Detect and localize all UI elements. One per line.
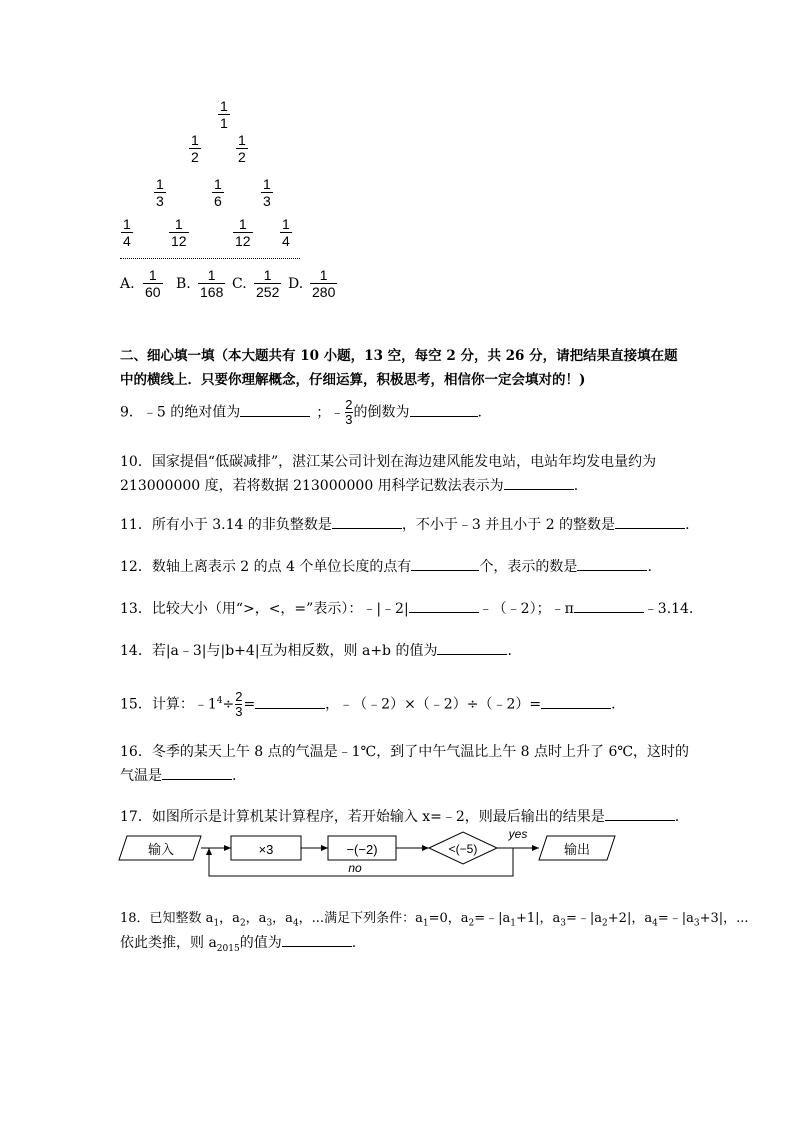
triangle-fraction: 1 3 <box>156 176 164 209</box>
answer-blank[interactable] <box>541 694 611 709</box>
flow-condition-label: <(−5) <box>448 842 478 856</box>
choice-c-label: C. <box>232 276 247 292</box>
answer-blank[interactable] <box>615 514 685 529</box>
question-12: 12．数轴上离表示 2 的点 4 个单位长度的点有 个，表示的数是 . <box>120 556 652 577</box>
question-18-line2: 依此类推，则 $a_{2015}$的值为 . <box>120 932 356 959</box>
question-14: 14．若|a﹣3|与|b+4|互为相反数，则 a+b 的值为 . <box>120 640 512 661</box>
answer-blank[interactable] <box>504 475 574 490</box>
answer-blank[interactable] <box>605 806 675 821</box>
answer-blank[interactable] <box>437 640 507 655</box>
section-heading-line1: 二、细心填一填（本大题共有 10 小题，13 空，每空 2 分，共 26 分，请把结果直接填在题 <box>120 348 678 364</box>
triangle-fraction: 1 2 <box>238 132 246 165</box>
answer-blank[interactable] <box>411 556 479 571</box>
flow-subtract-label: −(−2) <box>346 842 378 857</box>
triangle-fraction: 1 4 <box>123 216 131 249</box>
question-15: 15．计算：$﹣1^4\div$ $\frac{2}{3}$ = ，﹣（﹣2）×（﹣2）÷（﹣2）= . <box>120 689 616 719</box>
triangle-fraction: 1 3 <box>263 176 271 209</box>
triangle-fraction: 1 1 <box>220 98 228 131</box>
choice-b-label: B. <box>176 276 191 292</box>
choice-d-fraction: 1 280 <box>312 267 336 300</box>
inline-fraction: $\frac{2}{3}$ <box>345 397 353 427</box>
question-16-line1: 16．冬季的某天上午 8 点的气温是﹣1℃，到了中午气温比上午 8 点时上升了 6℃，这时的 <box>120 744 690 760</box>
choice-a-fraction: 1 60 <box>145 267 161 300</box>
question-11: 11．所有小于 3.14 的非负整数是 ，不小于﹣3 并且小于 2 的整数是 . <box>120 514 690 535</box>
flow-input-label: 输入 <box>147 842 175 857</box>
answer-blank[interactable] <box>409 598 479 613</box>
choice-b-fraction: 1 168 <box>200 267 224 300</box>
answer-blank[interactable] <box>282 932 352 947</box>
flow-no-label: no <box>348 861 362 875</box>
flow-yes-label: yes <box>508 827 528 841</box>
answer-blank[interactable] <box>240 402 310 417</box>
question-18-line1: 18．已知整数 $a_1$，$a_2$，$a_3$，$a_4$，...满足下列条件：$a_1=0$，$a_2=﹣|a_1+1|$，$a_3=﹣|a_2+2|$，$a_4=﹣|a_3+3|$，... <box>120 911 749 929</box>
answer-blank[interactable] <box>577 556 647 571</box>
question-13: 13．比较大小（用“>，<，=”表示）：﹣|﹣2| ﹣（﹣2）；﹣π ﹣3.14． <box>120 598 703 619</box>
answer-blank[interactable] <box>410 402 478 417</box>
triangle-fraction: 1 6 <box>214 176 222 209</box>
section-heading-line2: 中的横线上．只要你理解概念，仔细运算，积极思考，相信你一定会填对的！) <box>120 372 586 388</box>
flow-multiply-label: ×3 <box>258 842 274 857</box>
choice-c-fraction: 1 252 <box>256 267 280 300</box>
question-9: 9．﹣5 的绝对值为 ；﹣ $\frac{2}{3}$ 的倒数为 . <box>120 397 482 427</box>
answer-blank[interactable] <box>574 598 644 613</box>
question-16-line2: 气温是 . <box>120 765 236 786</box>
inline-fraction: $\frac{2}{3}$ <box>235 689 243 719</box>
triangle-fraction: 1 12 <box>171 216 187 249</box>
choice-a-label: A. <box>120 276 135 292</box>
question-10-line2: 213000000 度，若将数据 213000000 用科学记数法表示为 . <box>120 475 578 496</box>
answer-blank[interactable] <box>332 514 402 529</box>
question-17: 17．如图所示是计算机某计算程序，若开始输入 x=﹣2，则最后输出的结果是 . <box>120 806 679 827</box>
answer-blank[interactable] <box>255 694 325 709</box>
answer-blank[interactable] <box>162 765 232 780</box>
choice-d-label: D. <box>288 276 304 292</box>
flow-output-label: 输出 <box>563 842 591 857</box>
triangle-fraction: 1 2 <box>191 132 199 165</box>
triangle-fraction: 1 12 <box>235 216 251 249</box>
dotted-divider <box>120 258 300 259</box>
question-10-line1: 10．国家提倡“低碳减排”，湛江某公司计划在海边建风能发电站，电站年均发电量约为 <box>120 454 657 470</box>
triangle-fraction: 1 4 <box>282 216 290 249</box>
flowchart <box>115 826 625 882</box>
